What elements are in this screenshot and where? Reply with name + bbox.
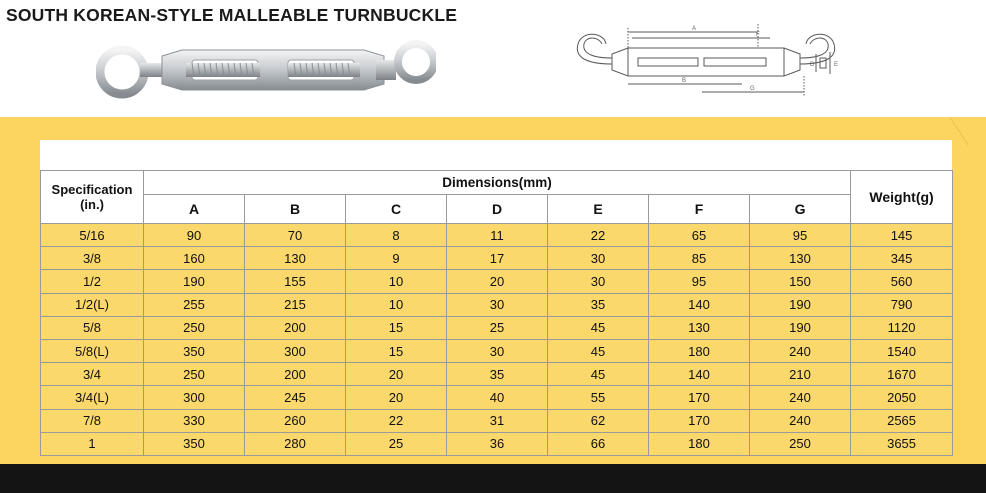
weight-cell: 2050 — [851, 386, 953, 409]
dimension-cell: 250 — [144, 363, 245, 386]
dimension-cell: 65 — [649, 224, 750, 247]
dimension-cell: 66 — [548, 432, 649, 455]
weight-cell: 3655 — [851, 432, 953, 455]
dimension-cell: 25 — [447, 316, 548, 339]
footer-bar — [0, 464, 986, 493]
table-row — [41, 339, 953, 362]
dimension-cell: 90 — [144, 224, 245, 247]
dimension-cell: 20 — [346, 386, 447, 409]
dimension-cell: 10 — [346, 270, 447, 293]
dimensions-header: Dimensions(mm) — [144, 171, 851, 195]
table-row — [41, 224, 953, 247]
dimension-cell: 350 — [144, 432, 245, 455]
dimension-cell: 35 — [447, 363, 548, 386]
dimension-cell: 255 — [144, 293, 245, 316]
dimension-cell: 30 — [548, 270, 649, 293]
dimension-label-f: F — [756, 32, 760, 38]
dimension-cell: 300 — [144, 386, 245, 409]
specification-cell: 3/8 — [41, 247, 144, 270]
dimension-cell: 190 — [750, 293, 851, 316]
specification-header-label: Specification — [51, 182, 133, 197]
dimension-cell: 25 — [346, 432, 447, 455]
dimension-cell: 31 — [447, 409, 548, 432]
specification-cell: 5/16 — [41, 224, 144, 247]
column-header: G — [750, 195, 851, 224]
weight-cell: 2565 — [851, 409, 953, 432]
dimension-cell: 245 — [245, 386, 346, 409]
specification-cell: 3/4 — [41, 363, 144, 386]
dimension-cell: 45 — [548, 363, 649, 386]
dimension-cell: 9 — [346, 247, 447, 270]
specification-cell: 7/8 — [41, 409, 144, 432]
dimension-label-g: G — [750, 86, 755, 92]
dimension-cell: 170 — [649, 409, 750, 432]
dimension-cell: 130 — [750, 247, 851, 270]
dimension-cell: 17 — [447, 247, 548, 270]
dimension-cell: 70 — [245, 224, 346, 247]
dimension-cell: 170 — [649, 386, 750, 409]
dimension-cell: 22 — [548, 224, 649, 247]
turnbuckle-technical-drawing — [572, 14, 842, 114]
weight-cell: 1120 — [851, 316, 953, 339]
dimension-cell: 240 — [750, 386, 851, 409]
specification-cell: 1 — [41, 432, 144, 455]
dimension-cell: 36 — [447, 432, 548, 455]
column-header: D — [447, 195, 548, 224]
dimension-cell: 240 — [750, 409, 851, 432]
table-body — [41, 224, 953, 456]
weight-cell: 345 — [851, 247, 953, 270]
column-header: C — [346, 195, 447, 224]
table-card-top — [40, 140, 952, 170]
dimension-cell: 95 — [649, 270, 750, 293]
dimension-cell: 130 — [649, 316, 750, 339]
column-header: F — [649, 195, 750, 224]
dimension-cell: 180 — [649, 339, 750, 362]
weight-header: Weight(g) — [851, 171, 953, 224]
dimension-cell: 240 — [750, 339, 851, 362]
dimension-cell: 62 — [548, 409, 649, 432]
dimension-cell: 45 — [548, 339, 649, 362]
dimension-label-e: E — [834, 62, 839, 68]
weight-cell: 1670 — [851, 363, 953, 386]
table-row — [41, 293, 953, 316]
dimension-cell: 215 — [245, 293, 346, 316]
dimension-cell: 190 — [750, 316, 851, 339]
dimension-cell: 45 — [548, 316, 649, 339]
dimension-label-a: A — [692, 26, 697, 32]
dimension-cell: 30 — [447, 339, 548, 362]
dimension-cell: 11 — [447, 224, 548, 247]
dimension-cell: 55 — [548, 386, 649, 409]
table-row — [41, 432, 953, 455]
dimension-label-d: D — [810, 62, 815, 68]
dimension-cell: 280 — [245, 432, 346, 455]
table-row — [41, 363, 953, 386]
dimension-cell: 155 — [245, 270, 346, 293]
dimension-cell: 190 — [144, 270, 245, 293]
dimension-cell: 15 — [346, 339, 447, 362]
weight-cell: 790 — [851, 293, 953, 316]
weight-cell: 1540 — [851, 339, 953, 362]
dimension-label-b: B — [682, 78, 687, 84]
weight-cell: 145 — [851, 224, 953, 247]
dimension-cell: 140 — [649, 293, 750, 316]
dimension-cell: 35 — [548, 293, 649, 316]
dimension-cell: 350 — [144, 339, 245, 362]
table-row — [41, 409, 953, 432]
dimension-cell: 130 — [245, 247, 346, 270]
dimension-cell: 160 — [144, 247, 245, 270]
table-row — [41, 270, 953, 293]
dimension-cell: 40 — [447, 386, 548, 409]
dimension-cell: 260 — [245, 409, 346, 432]
table-header-row-1 — [41, 171, 953, 195]
dimension-cell: 330 — [144, 409, 245, 432]
dimension-cell: 20 — [346, 363, 447, 386]
dimension-cell: 20 — [447, 270, 548, 293]
table-header-row-2 — [41, 195, 953, 224]
dimension-cell: 250 — [750, 432, 851, 455]
dimension-cell: 150 — [750, 270, 851, 293]
column-header: A — [144, 195, 245, 224]
weight-cell: 560 — [851, 270, 953, 293]
dimension-cell: 85 — [649, 247, 750, 270]
dimension-cell: 15 — [346, 316, 447, 339]
specification-cell: 1/2(L) — [41, 293, 144, 316]
dimension-cell: 200 — [245, 316, 346, 339]
dimension-cell: 210 — [750, 363, 851, 386]
dimension-cell: 180 — [649, 432, 750, 455]
dimension-cell: 22 — [346, 409, 447, 432]
dimension-cell: 30 — [548, 247, 649, 270]
column-header: E — [548, 195, 649, 224]
table-row — [41, 316, 953, 339]
dimension-cell: 140 — [649, 363, 750, 386]
dimension-cell: 30 — [447, 293, 548, 316]
dimension-cell: 8 — [346, 224, 447, 247]
table-row — [41, 247, 953, 270]
dimension-cell: 10 — [346, 293, 447, 316]
page-title: SOUTH KOREAN-STYLE MALLEABLE TURNBUCKLE — [6, 5, 458, 25]
dimension-cell: 95 — [750, 224, 851, 247]
specification-header — [41, 171, 144, 224]
table-row — [41, 386, 953, 409]
dimension-cell: 300 — [245, 339, 346, 362]
specification-cell: 5/8(L) — [41, 339, 144, 362]
specification-cell: 3/4(L) — [41, 386, 144, 409]
dimension-cell: 200 — [245, 363, 346, 386]
specification-cell: 5/8 — [41, 316, 144, 339]
dimension-cell: 250 — [144, 316, 245, 339]
specification-table — [40, 170, 953, 456]
column-header: B — [245, 195, 346, 224]
specification-cell: 1/2 — [41, 270, 144, 293]
specification-header-unit: (in.) — [80, 197, 104, 212]
turnbuckle-photo — [96, 34, 436, 104]
